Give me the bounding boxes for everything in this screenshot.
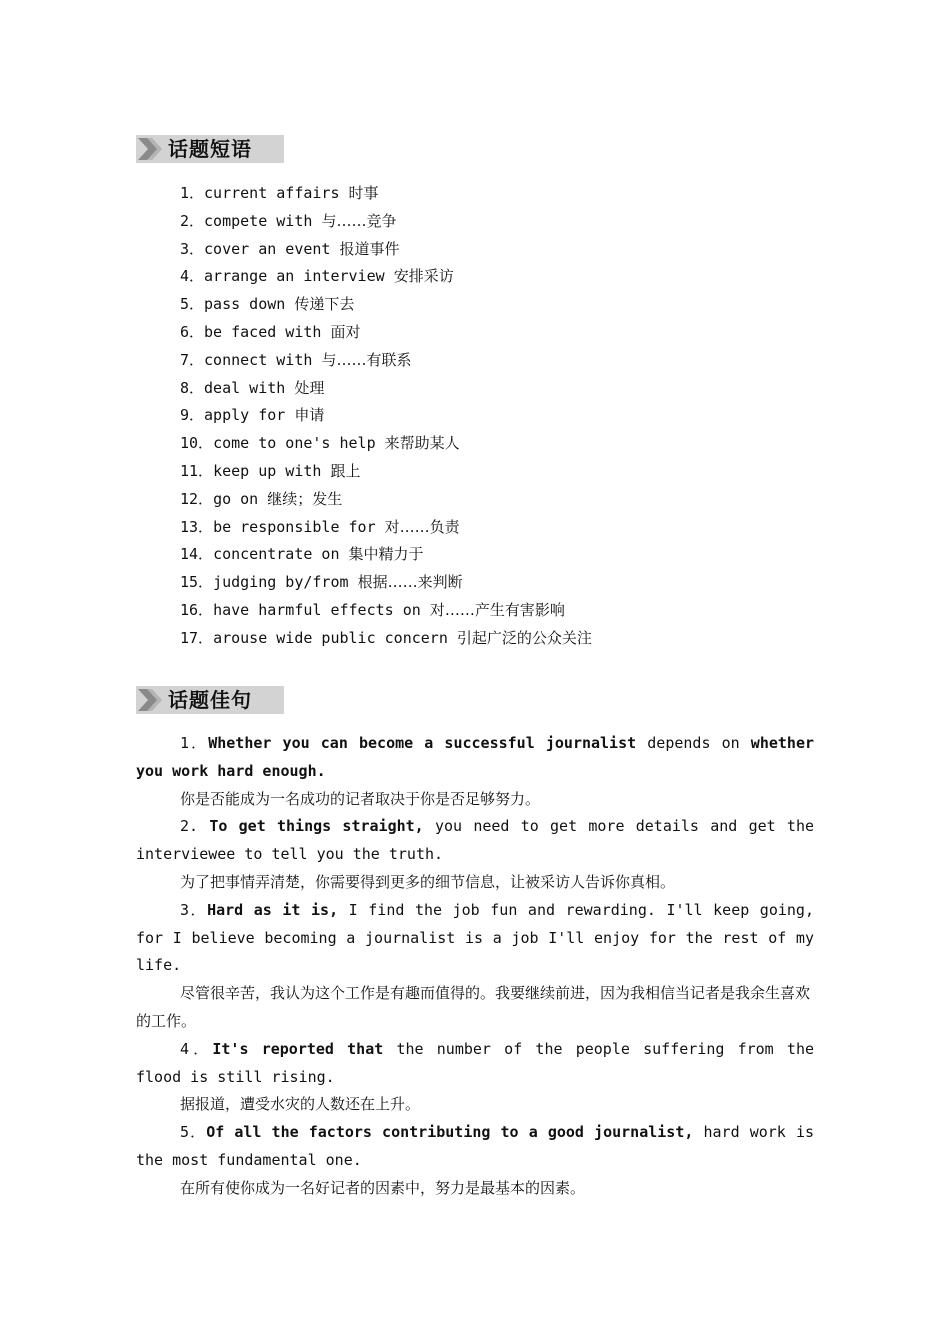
phrase-english: judging by/from	[213, 573, 349, 592]
phrase-number: 11．	[180, 461, 214, 480]
sentence-text: the number of the people suffering from the flood is still rising.	[136, 1039, 814, 1086]
phrase-item	[180, 208, 592, 236]
phrase-number: 13．	[180, 517, 214, 536]
phrase-item	[180, 347, 592, 375]
phrase-item	[180, 486, 592, 514]
phrase-english: apply for	[204, 406, 286, 425]
phrase-chinese: 安排采访	[393, 267, 454, 286]
sentence-highlight: To get things straight,	[209, 817, 424, 836]
sentence-highlight: Whether you can become a successful journalist	[208, 734, 637, 752]
phrase-chinese: 申请	[294, 406, 325, 425]
phrase-number: 10．	[180, 434, 214, 453]
sentence-chinese: 尽管很辛苦，我认为这个工作是有趣而值得的。我要继续前进，因为我相信当记者是我余生喜欢的工作。	[136, 984, 811, 1030]
sentence-chinese: 你是否能成为一名成功的记者取决于你是否足够努力。	[180, 789, 541, 808]
phrase-english: cover an event	[204, 239, 331, 258]
sentence-text: you need to get more details and get the interviewee to tell you the truth.	[136, 817, 815, 864]
phrase-item	[180, 625, 592, 653]
section-header-topic-sentences	[136, 686, 284, 714]
phrase-english: go on	[213, 489, 259, 508]
phrase-english: arrange an interview	[204, 267, 385, 286]
section-title: 话题短语	[168, 137, 252, 161]
phrase-chinese: 面对	[330, 322, 361, 341]
phrase-english: compete with	[204, 211, 313, 230]
phrase-chinese: 与……竞争	[321, 211, 397, 230]
phrase-chinese: 处理	[294, 378, 325, 397]
sentence-item	[136, 730, 814, 813]
phrase-chinese: 继续；发生	[267, 489, 343, 508]
phrase-chinese: 传递下去	[294, 295, 355, 314]
phrase-number: 4．	[180, 267, 205, 286]
phrase-item	[180, 236, 592, 264]
phrase-english: connect with	[204, 350, 313, 369]
sentence-english	[136, 1119, 814, 1175]
phrase-number: 14．	[180, 545, 214, 564]
sentence-highlight: Of all the factors contributing to a good journalist,	[206, 1123, 694, 1142]
phrase-english: concentrate on	[213, 545, 340, 564]
phrase-number: 6．	[180, 322, 205, 341]
phrase-english: come to one's help	[213, 434, 376, 453]
phrase-english: keep up with	[213, 461, 322, 480]
phrase-number: 16．	[180, 600, 214, 619]
sentence-number: 1．	[180, 734, 209, 752]
phrase-item	[180, 458, 592, 486]
section-title: 话题佳句	[168, 688, 252, 712]
phrase-item	[180, 430, 592, 458]
phrase-item	[180, 319, 592, 347]
phrase-english: current affairs	[204, 184, 340, 202]
sentence-english	[136, 730, 814, 786]
phrase-item	[180, 541, 592, 569]
sentence-text: hard work is the most fundamental one.	[136, 1123, 815, 1169]
phrase-english: arouse wide public concern	[213, 628, 448, 647]
sentence-chinese: 在所有使你成为一名好记者的因素中，努力是最基本的因素。	[180, 1178, 586, 1197]
phrase-number: 3．	[180, 239, 205, 258]
phrase-number: 5．	[180, 295, 205, 314]
sentence-item	[136, 897, 814, 1036]
phrase-item	[180, 569, 592, 597]
sentence-number: 4．	[180, 1039, 213, 1058]
sentence-text: I find the job fun and rewarding. I'll keep going, for I believe becoming a journalist is a job I'll enjoy for the rest of my life.	[136, 900, 814, 975]
phrase-number: 2．	[180, 211, 205, 230]
sentence-highlight: whether you work hard enough.	[136, 734, 815, 780]
sentence-text: depends on	[636, 734, 751, 752]
sentence-english	[136, 1036, 814, 1092]
sentence-highlight: It's reported that	[212, 1039, 384, 1058]
sentence-chinese: 为了把事情弄清楚，你需要得到更多的细节信息，让被采访人告诉你真相。	[180, 872, 676, 891]
phrase-item	[180, 291, 592, 319]
sentence-english	[136, 897, 814, 980]
phrase-english: be faced with	[204, 322, 322, 341]
phrase-number: 17．	[180, 628, 214, 647]
phrase-item	[180, 180, 592, 208]
phrase-item	[180, 597, 592, 625]
phrase-chinese: 报道事件	[339, 239, 400, 258]
phrase-number: 15．	[180, 573, 214, 592]
chevron-right-icon	[136, 135, 164, 163]
phrase-chinese: 对……产生有害影响	[429, 600, 565, 619]
phrase-english: have harmful effects on	[213, 600, 421, 619]
phrase-number: 8．	[180, 378, 205, 397]
sentence-item	[136, 1119, 814, 1202]
chevron-right-icon	[136, 686, 164, 714]
phrase-number: 12．	[180, 489, 214, 508]
phrase-number: 1．	[180, 184, 205, 202]
phrase-english: be responsible for	[213, 517, 376, 536]
phrase-chinese: 时事	[348, 184, 379, 202]
phrase-english: deal with	[204, 378, 286, 397]
sentence-english	[136, 813, 814, 869]
phrase-english: pass down	[204, 295, 286, 314]
phrase-chinese: 与……有联系	[321, 350, 412, 369]
phrase-number: 9．	[180, 406, 205, 425]
sentence-number: 3．	[180, 900, 208, 919]
section-header-topic-phrases	[136, 135, 284, 163]
phrase-chinese: 根据……来判断	[357, 573, 463, 592]
phrase-chinese: 集中精力于	[348, 545, 424, 564]
sentence-number: 2.	[180, 817, 210, 836]
sentence-list	[136, 730, 814, 1203]
phrase-chinese: 对……负责	[384, 517, 460, 536]
sentence-number: 5．	[180, 1123, 207, 1142]
sentence-item	[136, 813, 814, 896]
sentence-item	[136, 1036, 814, 1119]
phrase-chinese: 跟上	[330, 461, 361, 480]
phrase-chinese: 引起广泛的公众关注	[456, 628, 592, 647]
sentence-highlight: Hard as it is,	[207, 900, 339, 919]
sentence-chinese: 据报道，遭受水灾的人数还在上升。	[180, 1095, 421, 1114]
phrase-number: 7．	[180, 350, 205, 369]
phrase-chinese: 来帮助某人	[384, 434, 460, 453]
phrase-item	[180, 402, 592, 430]
phrase-list	[180, 180, 592, 653]
phrase-item	[180, 514, 592, 542]
phrase-item	[180, 375, 592, 403]
phrase-item	[180, 263, 592, 291]
